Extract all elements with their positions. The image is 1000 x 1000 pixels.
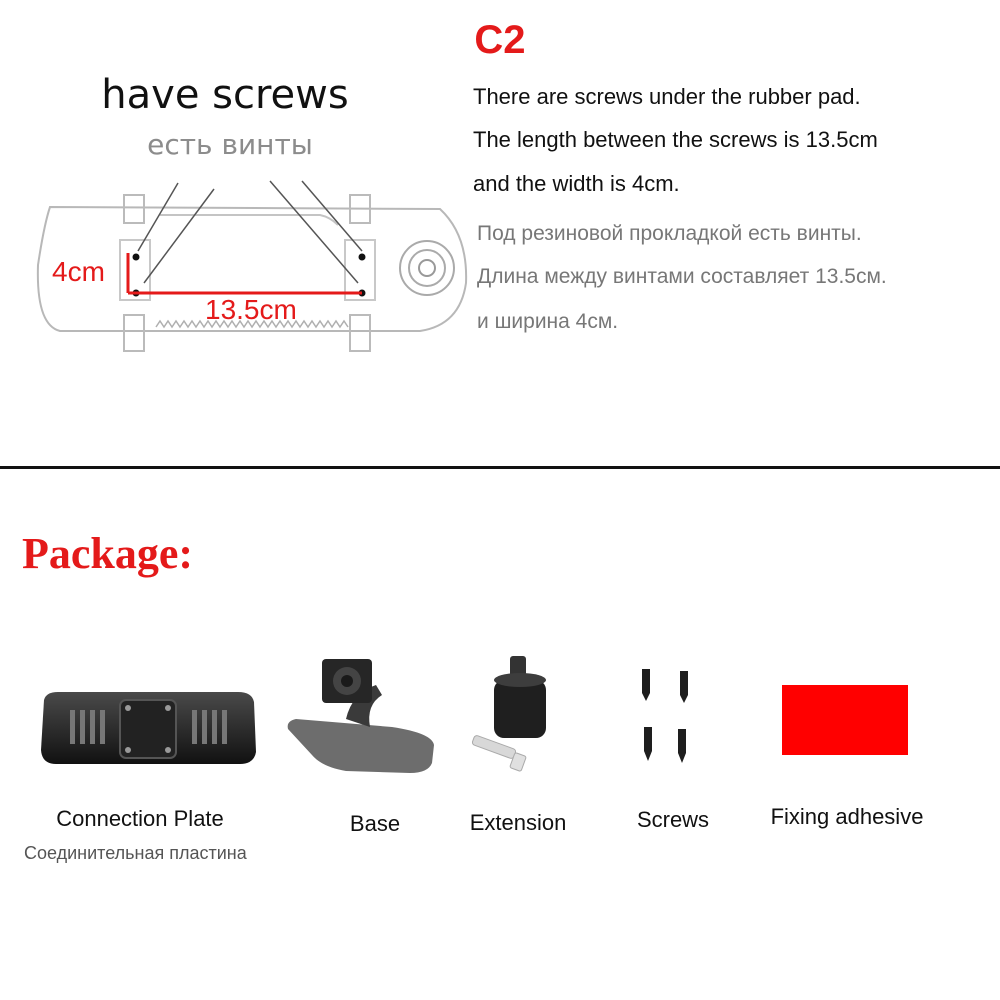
camera-knob-inner [409,250,445,286]
connection-plate-image [38,690,258,768]
item-label-extension: Extension [469,810,567,835]
description-ru-line: Под резиновой прокладкой есть винты. [477,222,862,245]
extension-image [466,650,566,775]
description-en-line: There are screws under the rubber pad. [473,84,861,109]
base-image [282,655,437,775]
item-label-screws: Screws [636,807,710,832]
width-label: 4cm [52,256,105,287]
mirror-clip-left-bottom [124,315,144,351]
item-label-base: Base [349,811,401,836]
have-screws-heading: have screws [101,72,349,118]
description-en-line: The length between the screws is 13.5cm [473,127,878,152]
mirror-top-rail [160,215,338,225]
have-screws-heading-ru: есть винты [147,128,313,161]
screw-dot [133,254,140,261]
package-heading: Package: [22,529,194,578]
description-ru-line: и ширина 4см. [477,310,619,333]
screws-image [636,665,696,770]
pointer-line [144,189,214,283]
mirror-clip-left-top [124,195,144,223]
section-divider [0,466,1000,469]
item-label-connection-plate: Connection Plate [56,806,224,831]
description-en-line: and the width is 4cm. [473,171,680,196]
item-label-fixing-adhesive: Fixing adhesive [770,804,924,829]
model-title: C2 [474,18,526,62]
screw-dot [359,254,366,261]
mirror-clip-right-bottom [350,315,370,351]
item-sublabel-connection-plate: Соединительная пластина [24,843,247,863]
description-ru-line: Длина между винтами составляет 13.5см. [477,265,887,288]
fixing-adhesive-image [782,685,908,755]
camera-knob-center [419,260,435,276]
length-label: 13.5cm [205,294,297,325]
